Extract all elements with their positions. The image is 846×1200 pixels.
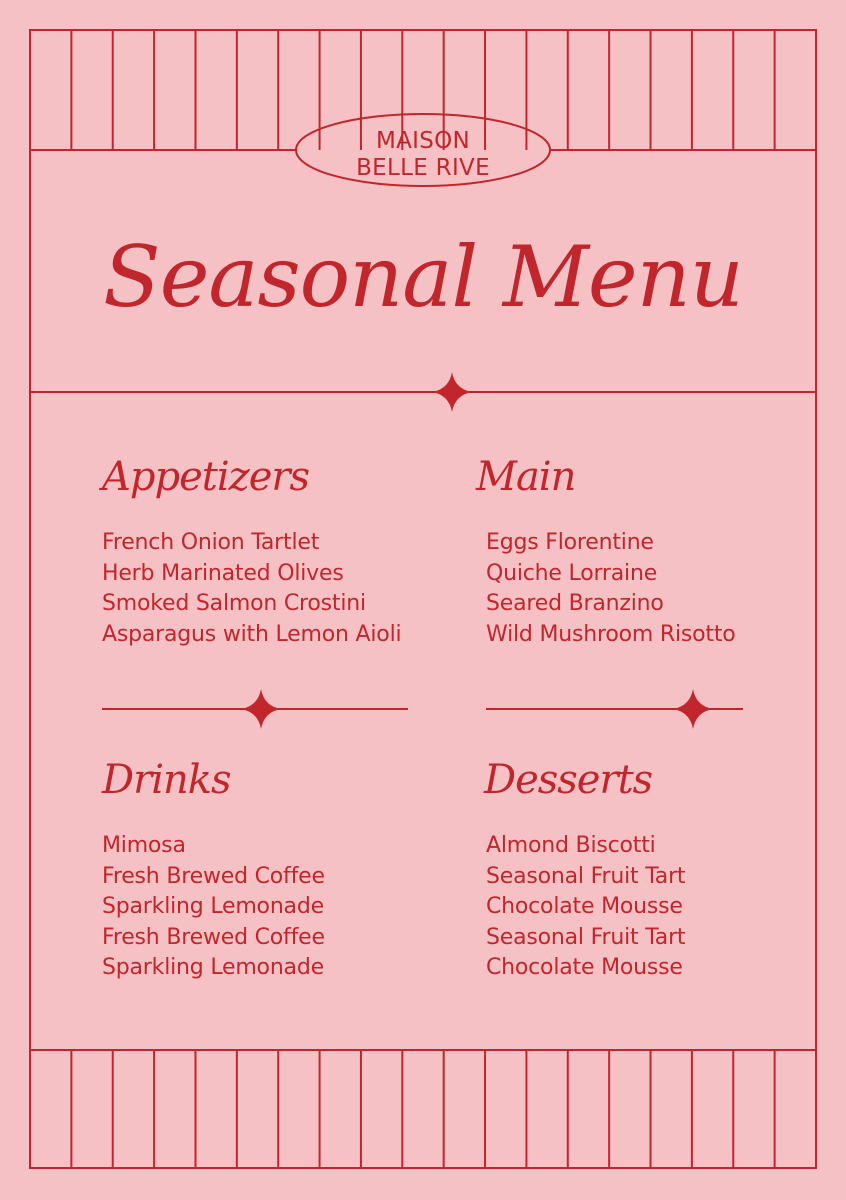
sparkle-icon (241, 689, 281, 729)
menu-item: Seasonal Fruit Tart (486, 863, 686, 889)
menu-item: Mimosa (102, 833, 186, 858)
brand-line-2: BELLE RIVE (356, 155, 490, 181)
menu-item: Asparagus with Lemon Aioli (102, 621, 402, 647)
menu-item: Chocolate Mousse (486, 894, 683, 919)
section-drinks (102, 755, 325, 984)
menu-item: Sparkling Lemonade (102, 955, 324, 980)
menu-item: Seared Branzino (486, 591, 664, 616)
section-heading: Desserts (484, 757, 653, 803)
section-heading: Main (476, 454, 576, 500)
section-appetizers (102, 452, 401, 650)
menu-item: Herb Marinated Olives (102, 560, 344, 586)
item-list (102, 528, 401, 650)
menu-item: Wild Mushroom Risotto (486, 621, 736, 647)
menu-item: Chocolate Mousse (486, 955, 683, 980)
item-list (486, 528, 736, 650)
restaurant-brand-logo (296, 118, 550, 192)
section-heading: Drinks (102, 757, 231, 803)
brand-line-1: MAISON (375, 128, 471, 154)
menu-title: Seasonal Menu (103, 228, 743, 326)
menu-item: Quiche Lorraine (486, 560, 658, 586)
section-heading: Appetizers (102, 454, 310, 500)
sparkle-icon (673, 689, 713, 729)
menu-item: Smoked Salmon Crostini (102, 591, 366, 616)
sparkle-icon (432, 372, 472, 412)
bottom-stripe-border (71, 1050, 774, 1168)
menu-item: French Onion Tartlet (102, 530, 320, 555)
menu-item: Seasonal Fruit Tart (486, 924, 686, 950)
menu-item: Fresh Brewed Coffee (102, 863, 325, 889)
item-list (486, 831, 685, 984)
menu-item: Sparkling Lemonade (102, 894, 324, 919)
menu-item: Eggs Florentine (486, 530, 654, 555)
section-desserts (484, 755, 685, 984)
section-main (476, 452, 736, 650)
menu-item: Almond Biscotti (486, 833, 656, 858)
item-list (102, 831, 325, 984)
menu-item: Fresh Brewed Coffee (102, 924, 325, 950)
